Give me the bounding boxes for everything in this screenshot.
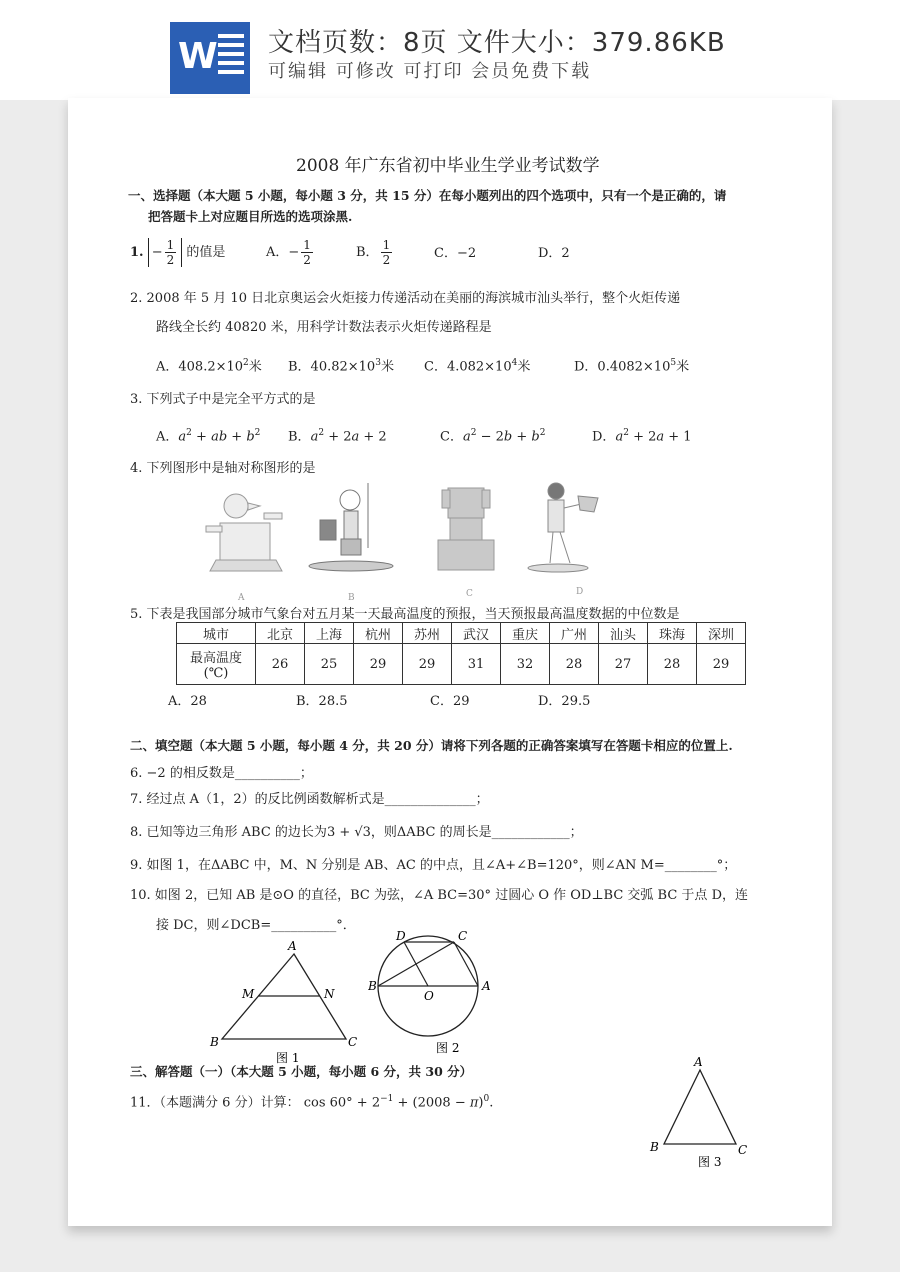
document-info: 文档页数：8页 文件大小：379.86KB <box>268 28 726 58</box>
document-lines <box>218 34 244 79</box>
q3-option-b: B．$a^2 + 2a + 2$ <box>288 428 387 445</box>
q3-option-d: D．$a^2 + 2a + 1$ <box>592 428 692 445</box>
table-cell: 上海 <box>305 623 354 644</box>
fig2-label-d: D <box>396 929 406 943</box>
figure-b-warrior <box>309 483 393 571</box>
table-cell: 27 <box>599 644 648 685</box>
q3-option-c: C．$a^2 - 2b + b^2$ <box>440 428 546 445</box>
question-10-cont: 接 DC，则∠DCB=__________°． <box>156 918 356 933</box>
document-actions: 可编辑 可修改 可打印 会员免费下载 <box>268 61 592 82</box>
table-row <box>177 644 746 685</box>
fig3-label-a: A <box>694 1055 703 1069</box>
fig1-label-n: N <box>324 987 335 1001</box>
table-cell: 29 <box>354 644 403 685</box>
fig1-label-a: A <box>288 939 297 953</box>
question-10: 10. 如图 2，已知 AB 是⊙O 的直径，BC 为弦，∠A BC=30° 过圆心 O 作 OD⊥BC 交弧 BC 于点 D，连 <box>130 888 748 903</box>
table-cell: 28 <box>648 644 697 685</box>
table-cell: 31 <box>452 644 501 685</box>
question-9: 9. 如图 1，在ΔABC 中，M、N 分别是 AB、AC 的中点，且∠A+∠B=120°，则∠AN M=________°； <box>130 858 737 873</box>
q1-option-c: C．−2 <box>434 246 477 261</box>
table-cell: 29 <box>403 644 452 685</box>
q5-option-c: C．29 <box>430 694 470 709</box>
q5-option-a: A．28 <box>168 694 207 709</box>
q2-option-a: A．$408.2\times 10^2$米 <box>156 358 262 375</box>
table-cell: 29 <box>697 644 746 685</box>
figure-2-circle <box>368 928 498 1058</box>
section-3-heading: 三、解答题（一）（本大题 5 小题，每小题 6 分，共 30 分） <box>130 1064 473 1079</box>
q2-option-b: B．$40.82\times 10^3$米 <box>288 358 394 375</box>
fig1-caption: 图 1 <box>276 1051 300 1065</box>
page-title: 2008 年广东省初中毕业生学业考试数学 <box>296 156 600 176</box>
table-cell: 杭州 <box>354 623 403 644</box>
section-2-heading: 二、填空题（本大题 5 小题，每小题 4 分，共 20 分）请将下列各题的正确答案填写在答题卡相应的位置上. <box>130 738 733 753</box>
fig3-caption: 图 3 <box>698 1155 722 1169</box>
table-cell: 广州 <box>550 623 599 644</box>
q1-abs-value: − $\frac{1}{2}$ <box>148 238 183 267</box>
question-5: 5. 下表是我国部分城市气象台对五月某一天最高温度的预报，当天预报最高温度数据的中位数是 <box>130 607 680 622</box>
question-6: 6. −2 的相反数是__________； <box>130 766 313 781</box>
q4-figures <box>198 478 638 603</box>
fig2-label-c: C <box>458 929 468 943</box>
figure-c-dog <box>438 488 494 570</box>
figure-1-triangle <box>198 938 358 1068</box>
section-1-heading-cont: 把答题卡上对应题目所选的选项涂黑. <box>148 209 353 224</box>
table-cell: 26 <box>256 644 305 685</box>
fig1-label-m: M <box>242 987 255 1001</box>
q1-option-b: B． $\frac{1}{2}$ <box>356 238 391 267</box>
question-2: 2. 2008 年 5 月 10 日北京奥运会火炬接力传递活动在美丽的海滨城市汕头举行，整个火炬传递 <box>130 291 681 306</box>
fig3-label-b: B <box>650 1140 659 1154</box>
table-cell: 珠海 <box>648 623 697 644</box>
q5-option-b: B．28.5 <box>296 694 348 709</box>
word-document-icon <box>170 22 250 94</box>
table-cell: 汕头 <box>599 623 648 644</box>
word-letter: W <box>178 36 218 77</box>
question-2-cont: 路线全长约 40820 米，用科学计数法表示火炬传递路程是 <box>156 320 492 335</box>
q1-option-d: D．2 <box>538 246 570 261</box>
q3-option-a: A．$a^2$ + ab + $b^2$ <box>156 428 261 445</box>
table-cell: 苏州 <box>403 623 452 644</box>
table-cell: 25 <box>305 644 354 685</box>
fig-label-a: A <box>238 593 245 603</box>
fig2-label-a: A <box>482 979 491 993</box>
question-1: 1. − $\frac{1}{2}$ 的值是 <box>130 238 226 267</box>
table-cell: 重庆 <box>501 623 550 644</box>
figure-3-triangle <box>640 1054 760 1174</box>
top-banner <box>0 0 900 100</box>
question-8: 8. 已知等边三角形 ABC 的边长为3 + √3，则ΔABC 的周长是____________； <box>130 825 583 840</box>
fig-label-b: B <box>348 593 355 603</box>
table-cell: 28 <box>550 644 599 685</box>
fig1-label-b: B <box>210 1035 219 1049</box>
table-cell: 32 <box>501 644 550 685</box>
section-1-heading: 一、选择题（本大题 5 小题，每小题 3 分，共 15 分）在每小题列出的四个选项中，只有一个是正确的，请 <box>128 188 727 203</box>
exam-paper <box>68 98 832 1226</box>
temperature-table <box>176 622 746 685</box>
table-row <box>177 623 746 644</box>
question-11: 11．（本题满分 6 分）计算： $\cos 60^\circ + 2^{-1} + (2008 - \pi)^0$. <box>130 1094 494 1111</box>
table-header-city: 城市 <box>177 623 256 644</box>
figure-a-tree-creature <box>206 494 282 571</box>
question-3: 3. 下列式子中是完全平方式的是 <box>130 392 316 407</box>
fig2-caption: 图 2 <box>436 1041 460 1055</box>
fig-label-c: C <box>466 589 473 599</box>
q1-number: 1. <box>130 245 144 260</box>
question-4: 4. 下列图形中是轴对称图形的是 <box>130 461 316 476</box>
table-cell: 北京 <box>256 623 305 644</box>
q1-option-a: A．− $\frac{1}{2}$ <box>266 238 311 267</box>
fig2-label-o: O <box>424 989 434 1003</box>
fig-label-d: D <box>576 587 584 597</box>
q2-option-c: C．$4.082\times 10^4$米 <box>424 358 531 375</box>
q5-option-d: D．29.5 <box>538 694 591 709</box>
fig2-label-b: B <box>368 979 377 993</box>
table-header-temp: 最高温度 (℃) <box>177 644 256 685</box>
question-7: 7. 经过点 A（1，2）的反比例函数解析式是______________； <box>130 792 489 807</box>
table-cell: 武汉 <box>452 623 501 644</box>
table-cell: 深圳 <box>697 623 746 644</box>
fig3-label-c: C <box>738 1143 748 1157</box>
q2-option-d: D．$0.4082\times 10^5$米 <box>574 358 690 375</box>
figure-d-person <box>528 483 598 572</box>
fig1-label-c: C <box>348 1035 358 1049</box>
